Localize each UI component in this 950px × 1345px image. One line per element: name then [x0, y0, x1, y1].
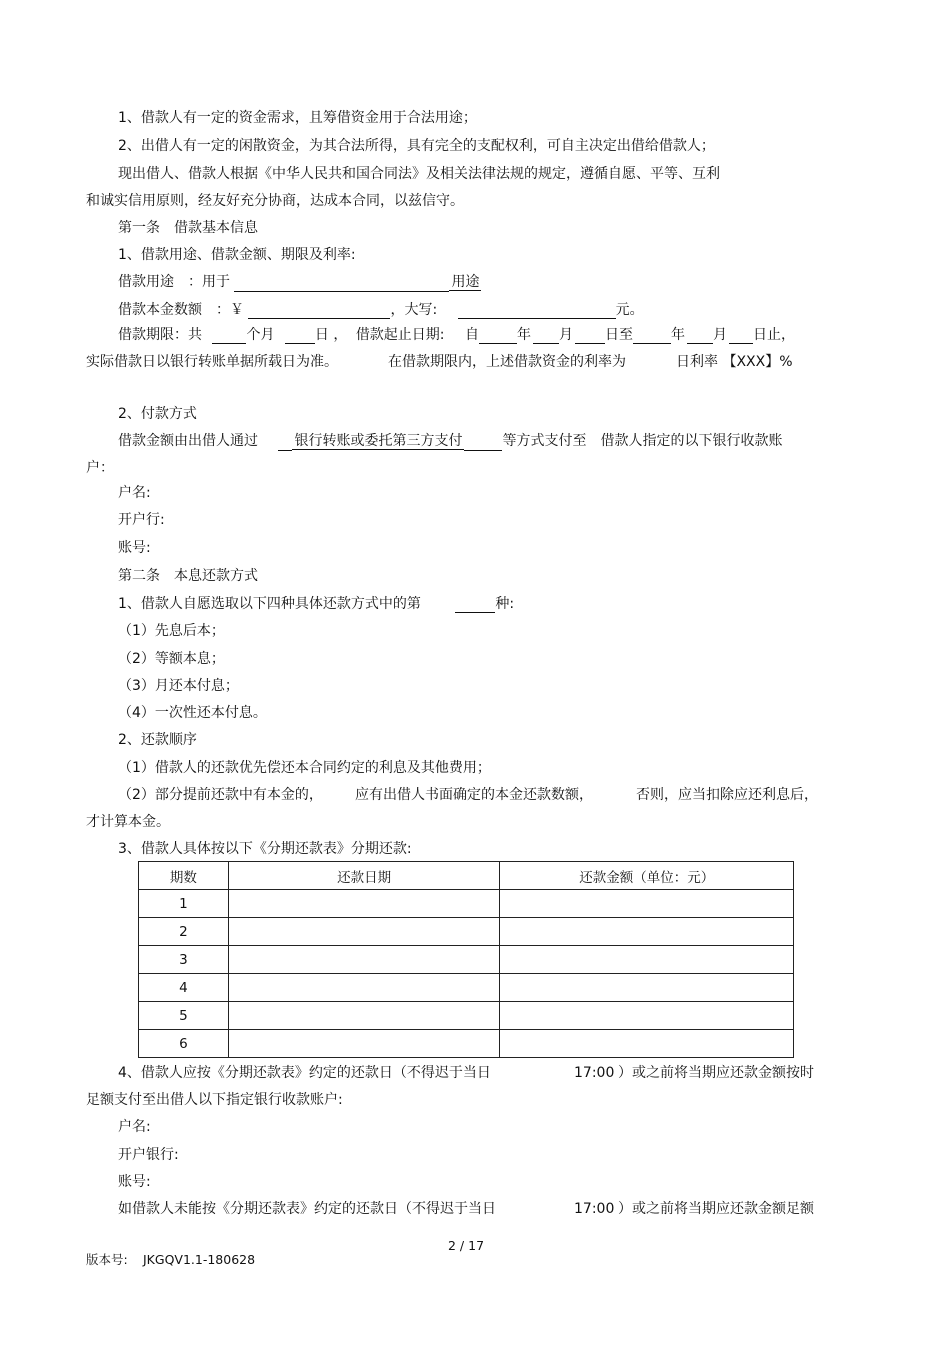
amount-cell[interactable]: [500, 946, 794, 974]
schedule-intro: 3、借款人具体按以下《分期还款表》分期还款:: [118, 841, 412, 857]
method-choice-text: 1、借款人自愿选取以下四种具体还款方式中的第: [118, 596, 421, 612]
para-3b: 和诚实信用原则，经友好充分协商，达成本合同，以兹信守。: [86, 193, 464, 209]
amount-line: [118, 301, 644, 319]
article-1-sub1: 1、借款用途、借款金额、期限及利率:: [118, 247, 356, 263]
payment-blank-tail: [464, 435, 502, 451]
end-month: 月: [712, 327, 727, 343]
method-choice-end: 种:: [495, 596, 515, 612]
overdue-line-b: ）或之前将当期应还款金额足额: [618, 1201, 814, 1217]
order-title: 2、还款顺序: [118, 732, 197, 748]
order-1: （1）借款人的还款优先偿还本合同约定的利息及其他费用；: [118, 760, 491, 776]
repay-account-number-label: 账号:: [118, 1174, 151, 1190]
term-month: 个月: [246, 327, 275, 343]
para-2: 2、出借人有一定的闲散资金，为其合法所得，具有完全的支配权利，可自主决定出借给借款人；: [118, 138, 715, 154]
date-cell[interactable]: [228, 974, 500, 1002]
amount-cell[interactable]: [500, 918, 794, 946]
date-cell[interactable]: [228, 918, 500, 946]
term-start-label: 借款起止日期:: [355, 327, 445, 343]
date-cell[interactable]: [228, 1030, 500, 1058]
amount-blank: [248, 303, 390, 319]
order-2c: 否则，应当扣除应还利息后，: [636, 787, 818, 803]
article-1-sub2: 2、付款方式: [118, 406, 197, 422]
header-amount: 还款金额（单位：元）: [500, 862, 794, 890]
end-year-blank: [633, 328, 671, 344]
order-2b: 应有出借人书面确定的本金还款数额，: [355, 787, 593, 803]
amount-upper-blank: [458, 303, 616, 319]
account-number-label: 账号:: [118, 540, 151, 556]
date-cell[interactable]: [228, 1002, 500, 1030]
term-line-2a: 实际借款日以银行转账单据所载日为准。: [86, 354, 338, 370]
method-4: （4）一次性还本付息。: [118, 705, 267, 721]
payment-method: 银行转账或委托第三方支付: [294, 433, 463, 449]
amount-cell[interactable]: [500, 974, 794, 1002]
date-cell[interactable]: [228, 890, 500, 918]
deadline-line-b: ）或之前将当期应还款金额按时: [618, 1065, 814, 1081]
payment-text-b: 等方式支付至 借款人指定的以下银行收款账: [502, 433, 783, 449]
term-prefix: 借款期限：共: [118, 327, 202, 343]
deadline-time: 17:00: [574, 1065, 615, 1081]
amount-yuan: 元。: [615, 302, 644, 318]
order-2a: （2）部分提前还款中有本金的，: [118, 787, 323, 803]
payment-blank-lead: [278, 435, 292, 451]
para-1: 1、借款人有一定的资金需求，且筹借资金用于合法用途；: [118, 110, 477, 126]
term-day-blank: [285, 328, 315, 344]
start-year: 年: [516, 327, 531, 343]
method-3: （3）月还本付息；: [118, 678, 239, 694]
para-3a: 现出借人、借款人根据《中华人民共和国合同法》及相关法律法规的规定，遵循自愿、平等、互利: [118, 166, 720, 182]
header-date: 还款日期: [228, 862, 500, 890]
deadline-line-c: 足额支付至出借人以下指定银行收款账户:: [86, 1092, 343, 1108]
end-month-blank: [687, 328, 713, 344]
amount-cell[interactable]: [500, 1002, 794, 1030]
period-cell: 5: [139, 1002, 229, 1030]
end-day-blank: [729, 328, 753, 344]
date-cell[interactable]: [228, 946, 500, 974]
purpose-label: 借款用途 ：用于: [118, 274, 230, 290]
end-year: 年: [670, 327, 685, 343]
table-row: [139, 918, 794, 946]
version-number: JKGQV1.1-180628: [143, 1252, 256, 1267]
deadline-line-a: 4、借款人应按《分期还款表》约定的还款日（不得迟于当日: [118, 1065, 491, 1081]
interest-rate: 日利率 【XXX】%: [676, 354, 793, 370]
account-bank-label: 开户行:: [118, 512, 165, 528]
period-cell: 3: [139, 946, 229, 974]
period-cell: 1: [139, 890, 229, 918]
start-month: 月: [558, 327, 573, 343]
purpose-line: [118, 273, 481, 292]
period-cell: 2: [139, 918, 229, 946]
amount-cell[interactable]: [500, 890, 794, 918]
installment-table: [138, 861, 794, 1058]
table-row: [139, 1030, 794, 1058]
table-row: [139, 946, 794, 974]
amount-cell[interactable]: [500, 1030, 794, 1058]
purpose-blank: [234, 276, 449, 292]
article-2-title: 第二条 本息还款方式: [118, 568, 258, 584]
method-1: （1）先息后本；: [118, 623, 225, 639]
period-cell: 6: [139, 1030, 229, 1058]
overdue-line-a: 如借款人未能按《分期还款表》约定的还款日（不得迟于当日: [118, 1201, 496, 1217]
start-day-to: 日至: [604, 327, 633, 343]
start-month-blank: [533, 328, 559, 344]
term-from: 自: [464, 327, 479, 343]
purpose-suffix: 用途: [451, 274, 480, 290]
repay-account-bank-label: 开户银行:: [118, 1147, 179, 1163]
header-period: 期数: [139, 862, 229, 890]
term-line-2b: 在借款期限内，上述借款资金的利率为: [388, 354, 626, 370]
method-choice-line: [118, 595, 514, 613]
amount-label: 借款本金数额 ：￥: [118, 302, 244, 318]
order-2d: 才计算本金。: [86, 814, 170, 830]
payment-text-a: 借款金额由出借人通过: [118, 433, 258, 449]
payment-text-c: 户：: [86, 460, 114, 476]
end-day: 日止，: [752, 327, 795, 343]
term-month-blank: [212, 328, 246, 344]
amount-upper-label: ，大写:: [390, 302, 438, 318]
payment-line: [118, 432, 782, 451]
article-1-title: 第一条 借款基本信息: [118, 220, 258, 236]
term-day: 日 ，: [314, 327, 348, 343]
table-header-row: [139, 862, 794, 890]
period-cell: 4: [139, 974, 229, 1002]
start-year-blank: [479, 328, 517, 344]
start-day-blank: [575, 328, 605, 344]
account-name-label: 户名:: [118, 485, 151, 501]
overdue-time: 17:00: [574, 1201, 615, 1217]
method-2: （2）等额本息；: [118, 651, 225, 667]
term-line: [118, 326, 795, 344]
table-row: [139, 890, 794, 918]
repay-account-name-label: 户名:: [118, 1119, 151, 1135]
page-number: 2 / 17: [448, 1238, 485, 1253]
table-row: [139, 1002, 794, 1030]
table-row: [139, 974, 794, 1002]
method-choice-blank: [455, 597, 495, 613]
version-label: 版本号:: [86, 1252, 128, 1267]
